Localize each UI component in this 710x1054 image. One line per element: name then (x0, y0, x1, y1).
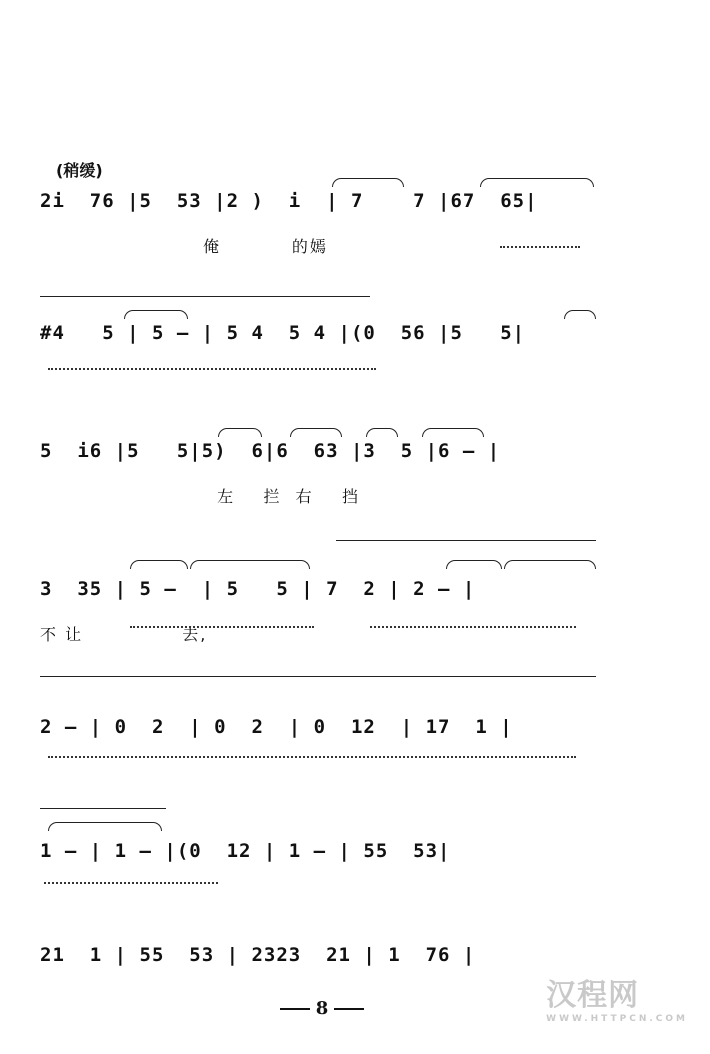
watermark-url: WWW.HTTPCN.COM (546, 1014, 688, 1024)
page-number (262, 998, 382, 1019)
lyric-line: 不 让 去, (40, 625, 208, 644)
slur (48, 822, 162, 831)
page-number-text: 8 (315, 998, 329, 1019)
slur (130, 560, 188, 569)
slur (446, 560, 502, 569)
notation-line: 2 — | 0 2 | 0 2 | 0 12 | 17 1 | (40, 716, 513, 738)
slur (218, 428, 262, 437)
slur (332, 178, 404, 187)
footer-dash (334, 1008, 364, 1010)
slur (290, 428, 342, 437)
slur (366, 428, 398, 437)
notation-line: 1 — | 1 — |(0 12 | 1 — | 55 53| (40, 840, 451, 862)
melisma-dots (44, 882, 218, 884)
notation-line: 5 i6 |5 5|5) 6|6 63 |3 5 |6 — | (40, 440, 501, 462)
tempo-marking: (稍缓) (56, 161, 103, 180)
score-row-1 (40, 190, 600, 280)
notation-line: 2i 76 |5 53 |2 ) i | 7 7 |67 65| (40, 190, 538, 212)
slur (124, 310, 188, 319)
tie-line (40, 808, 166, 809)
melisma-dots (500, 246, 580, 248)
score-row-2 (40, 322, 600, 412)
tie-line (40, 296, 370, 297)
score-row-7 (40, 944, 600, 1034)
score-row-6 (40, 840, 600, 930)
lyric-line: 左 拦 右 挡 (40, 487, 361, 506)
slur (564, 310, 596, 319)
footer-dash (280, 1008, 310, 1010)
score-row-3 (40, 440, 600, 530)
tie-line (336, 540, 596, 541)
slur (422, 428, 484, 437)
watermark-logo-text: 汉程网 (546, 978, 640, 1013)
melisma-dots (48, 756, 576, 758)
melisma-dots (130, 626, 314, 628)
score-row-5 (40, 716, 600, 806)
lyric-line: 俺 的嫣 (40, 237, 328, 256)
slur (504, 560, 596, 569)
melisma-dots (48, 368, 376, 370)
score-row-4 (40, 578, 600, 668)
notation-line: 3 35 | 5 — | 5 5 | 7 2 | 2 — | (40, 578, 476, 600)
notation-line: 21 1 | 55 53 | 2323 21 | 1 76 | (40, 944, 476, 966)
slur (480, 178, 594, 187)
notation-line: #4 5 | 5 — | 5 4 5 4 |(0 56 |5 5| (40, 322, 526, 344)
watermark (546, 970, 688, 1024)
slur (190, 560, 310, 569)
melisma-dots (370, 626, 576, 628)
tie-line (40, 676, 596, 677)
